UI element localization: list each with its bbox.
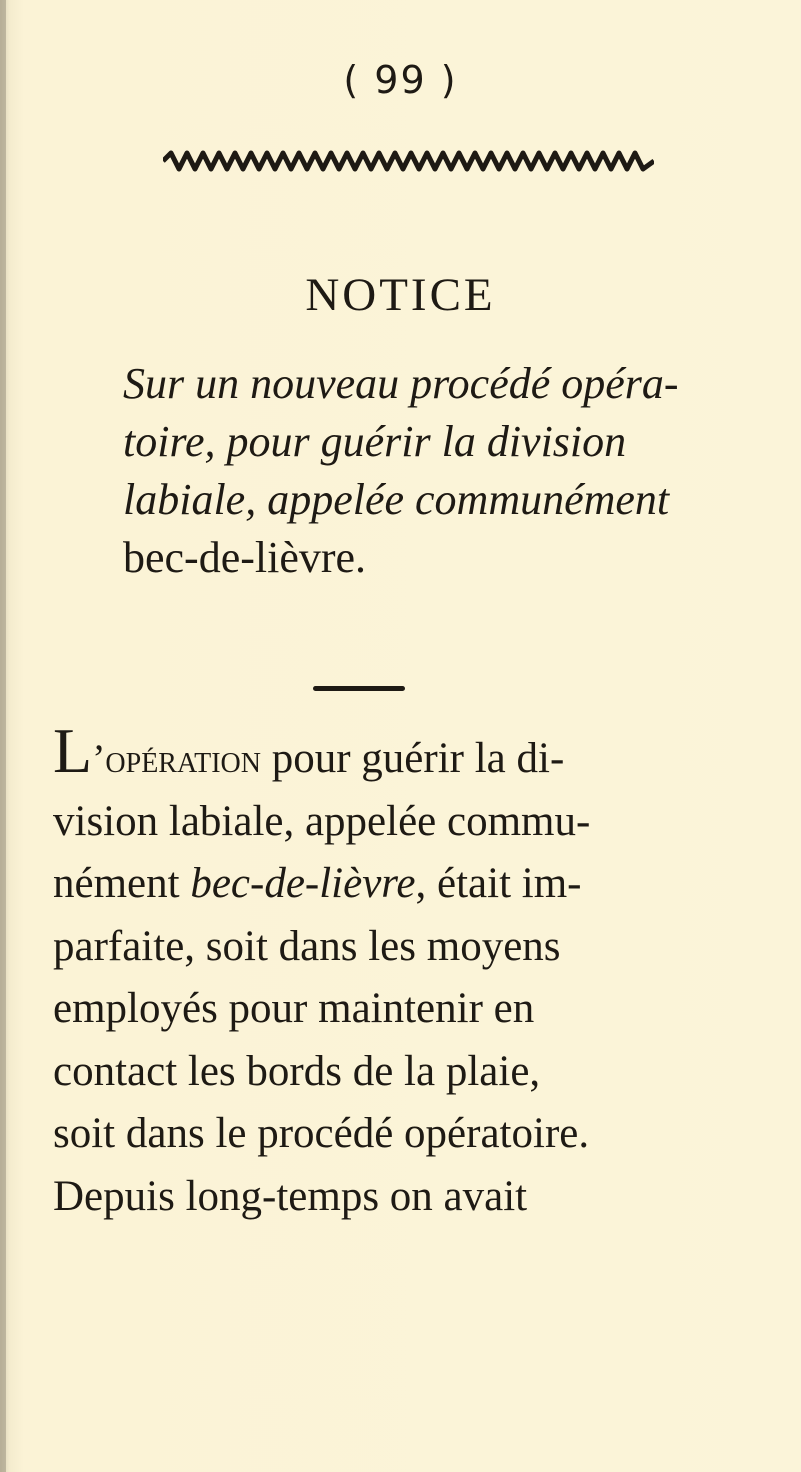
body-line xyxy=(53,715,753,791)
notice-subtitle xyxy=(123,355,723,587)
subtitle-line: bec-de-lièvre. xyxy=(123,533,367,582)
smallcaps-word: ’opération xyxy=(92,736,261,781)
subtitle-line: toire, pour guérir la division xyxy=(123,417,627,466)
body-paragraph xyxy=(53,715,753,1228)
subtitle-line: labiale, appelée communément xyxy=(123,475,670,524)
page-number: ( 99 ) xyxy=(343,58,458,102)
body-line-text: pour guérir la di- xyxy=(260,735,565,782)
body-line xyxy=(53,853,753,916)
drop-cap: L xyxy=(53,715,93,786)
page-binding-edge xyxy=(0,0,6,1472)
ornamental-rule xyxy=(163,146,654,176)
body-line-text: , était im- xyxy=(415,860,582,907)
body-line: contact les bords de la plaie, xyxy=(53,1047,541,1095)
subtitle-line: Sur un nouveau procédé opéra- xyxy=(123,359,679,408)
body-line: soit dans le procédé opératoire. xyxy=(53,1110,590,1157)
body-line-text: nément xyxy=(53,860,191,907)
body-line: employés pour maintenir en xyxy=(53,985,535,1032)
section-divider xyxy=(313,686,405,691)
italic-term: bec-de-lièvre xyxy=(190,860,416,907)
body-line: Depuis long-temps on avait xyxy=(53,1172,528,1220)
body-line: parfaite, soit dans les moyens xyxy=(53,922,561,970)
body-line: vision labiale, appelée commu- xyxy=(53,797,591,845)
notice-title: NOTICE xyxy=(305,269,496,321)
